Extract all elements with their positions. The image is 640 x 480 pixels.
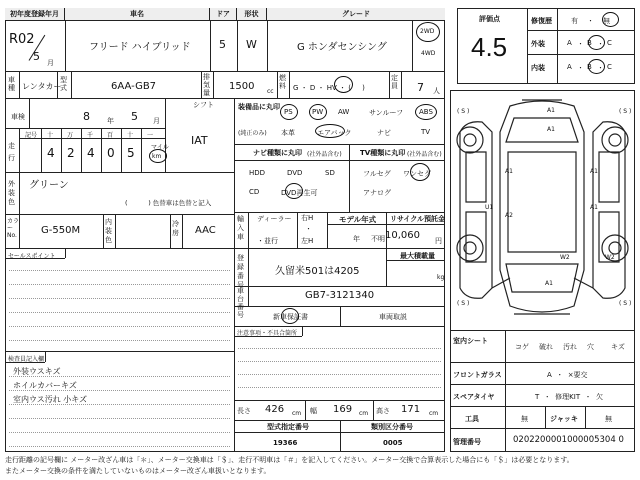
capacity-unit: 人 <box>433 87 440 95</box>
ruled-line <box>9 376 230 377</box>
model-year-unknown: 不明 <box>371 235 385 243</box>
rating-option: C <box>607 39 612 47</box>
interior-label: 内装 <box>531 64 545 72</box>
rating-option: ・ <box>577 40 584 48</box>
ruled-line <box>238 374 441 375</box>
repair-label: 修復歴 <box>531 17 552 25</box>
side-mark: ( S ) <box>619 108 632 115</box>
car-name-label: 車名 <box>65 8 210 21</box>
rating-option: ・ <box>587 17 594 25</box>
footer-line-1: 走行距離の記号欄に メーター改ざん車は「＊」、メーター交換車は「＄」、走行不明車は「＃」を記入してください。メーター交換で合算表示した場合にも「＄」は必要となります。 <box>5 456 574 464</box>
mile-unit: マイル <box>151 144 169 151</box>
nav-sd: SD <box>325 169 335 177</box>
model-no-value: 19366 <box>273 439 298 447</box>
spare-value: T ・ 修理KIT ・ 欠 <box>535 393 604 401</box>
recycle-unit: 円 <box>435 237 442 245</box>
score-value: 4.5 <box>471 32 508 62</box>
inspection-month-unit: 月 <box>153 117 160 125</box>
ruled-line <box>9 270 230 271</box>
tools-value: 無 <box>521 415 528 423</box>
recycle-label: リサイクル預託金 <box>390 215 446 223</box>
reg-year: R02 <box>9 32 35 47</box>
color-label: 外装色 <box>8 180 15 206</box>
ac-label: 冷房 <box>172 220 179 237</box>
shift-label: シフト <box>193 101 214 109</box>
inspection-year: 8 <box>83 110 90 123</box>
ruled-line <box>9 340 230 341</box>
color-no-value: G-550M <box>41 225 81 236</box>
mileage-divider <box>121 128 122 172</box>
rating-option: B <box>587 39 592 47</box>
damage-mark: A1 <box>590 204 598 211</box>
load-label: 最大積載量 <box>400 252 435 260</box>
registration-label: 登録番号 <box>237 254 244 289</box>
first-reg-label: 初年度登録年月 <box>5 8 65 21</box>
rating-option: ・ <box>597 64 604 72</box>
damage-mark: U1 <box>485 204 494 211</box>
ruled-line <box>9 284 230 285</box>
mileage-digit: 2 <box>67 146 75 160</box>
ruled-line <box>9 390 230 391</box>
damage-mark: A1 <box>545 280 553 287</box>
inspection-label: 車検 <box>11 113 25 121</box>
doors-label: ドア <box>210 8 237 21</box>
import-label: 輸入車 <box>237 215 244 241</box>
ruled-line <box>9 432 230 433</box>
equip-airbag: エアバック <box>317 129 352 137</box>
footer-line-2: またメーター交換の条件を満たしていないものはメーター改ざん車扱いとなります。 <box>5 467 271 475</box>
windshield-label: フロントガラス <box>453 371 502 379</box>
chassis-value: GB7-3121340 <box>305 290 375 301</box>
seat-condition-item: 穴 <box>587 343 594 351</box>
model-year-label: モデル年式 <box>339 215 377 224</box>
model-no-label: 型式指定番号 <box>267 423 309 431</box>
mileage-label: 走行 <box>8 142 15 162</box>
chassis-label: 車台番号 <box>237 287 244 319</box>
ruled-line <box>9 312 230 313</box>
import-parallel: ・並行 <box>257 237 278 245</box>
docs-manual: 車両取説 <box>379 313 407 321</box>
fuel-value: G ・ D ・ HV ・ ( ) <box>293 84 365 92</box>
damage-mark: A2 <box>505 212 513 219</box>
mileage-divider <box>41 128 42 172</box>
import-dot: ・ <box>305 225 312 233</box>
reg-month: 5 <box>33 50 40 63</box>
recycle-value: 10,060 <box>385 230 420 241</box>
equip-abs: ABS <box>419 108 433 116</box>
fuel-hv-circle <box>334 76 353 93</box>
equip-leather: 本革 <box>281 129 295 137</box>
equip-nav: ナビ <box>377 129 391 137</box>
capacity-label: 定員 <box>391 74 398 90</box>
seat-condition-item: 汚れ <box>563 343 577 351</box>
damage-mark: A1 <box>547 107 555 114</box>
nav-sub: (社外品含む) <box>307 151 342 158</box>
width-value: 169 <box>333 404 353 415</box>
rating-option: B <box>587 63 592 71</box>
seat-condition-item: 破れ <box>539 343 553 351</box>
equip-aw: AW <box>338 108 350 116</box>
drive-2wd: 2WD <box>420 28 435 35</box>
car-name: フリード ハイブリッド <box>89 42 191 53</box>
color-note: ( ) 色替車は色替と記入 <box>125 199 212 207</box>
mileage-unit-header: 万 <box>67 132 74 139</box>
nav-dvd-play: DVD再生可 <box>281 189 318 197</box>
inspector-note-1: 外装ウスキズ <box>13 367 61 376</box>
model-value: 6AA-GB7 <box>111 81 157 92</box>
mileage-divider <box>101 128 102 172</box>
docs-warranty: 新車保証書 <box>273 313 308 321</box>
mgmt-value: 0202200001000005304 0 <box>513 435 624 445</box>
type-label: 車種 <box>8 76 15 92</box>
grade-label: グレード <box>267 8 445 21</box>
nav-dvd: DVD <box>287 169 303 177</box>
class-no-value: 0005 <box>383 439 403 447</box>
equipment-sub: (純正のみ) <box>238 130 267 137</box>
side-mark: ( S ) <box>457 300 470 307</box>
tools-label: 工具 <box>465 415 479 423</box>
windshield-value: A ・ ×要交 <box>547 371 588 379</box>
rating-option: ・ <box>577 64 584 72</box>
jack-label: ジャッキ <box>550 415 578 423</box>
seat-label: 室内シート <box>453 337 488 345</box>
nav-hdd: HDD <box>249 169 266 177</box>
mileage-unit-header: 百 <box>107 132 114 139</box>
sales-point-label: セールスポイント <box>8 253 56 260</box>
damage-mark: W2 <box>560 254 570 261</box>
equipment-label: 装備品に丸印 <box>238 103 280 111</box>
ruled-line <box>238 348 441 349</box>
mileage-divider <box>141 128 142 172</box>
grade-value: G ホンダセンシング <box>297 42 387 53</box>
equip-sunroof: サンルーフ <box>369 109 404 117</box>
ruled-line <box>238 361 441 362</box>
model-label: 型式 <box>60 76 67 92</box>
inspector-label: 検査員記入欄 <box>8 356 45 363</box>
inspection-year-unit: 年 <box>107 117 114 125</box>
seat-condition-item: キズ <box>611 343 625 351</box>
caution-label: 注意事項・不具合箇所 <box>237 330 298 337</box>
nav-label: ナビ種類に丸印 <box>253 149 302 157</box>
nav-cd: CD <box>249 188 260 196</box>
disp-value: 1500 <box>229 81 255 92</box>
disp-unit: cc <box>267 88 274 95</box>
rating-option: A <box>567 39 572 47</box>
inspector-note-3: 室内ウス汚れ 小キズ <box>13 395 88 404</box>
inspector-note-2: ホイルカバーキズ <box>13 381 77 390</box>
rating-option: C <box>607 63 612 71</box>
mileage-unit-header: 千 <box>87 132 94 139</box>
shape-label: 形状 <box>237 8 267 21</box>
doors-value: 5 <box>219 38 226 51</box>
tv-oneseg: ワンセグ <box>403 170 431 178</box>
drive-4wd: 4WD <box>421 50 436 57</box>
inspection-month: 5 <box>131 110 138 123</box>
length-unit: cm <box>292 410 302 417</box>
equip-tv: TV <box>421 128 431 136</box>
ruled-line <box>9 326 230 327</box>
type-value: レンタカー <box>22 82 62 91</box>
ac-value: AAC <box>195 225 216 236</box>
import-right: 右H <box>301 214 314 222</box>
ruled-line <box>9 298 230 299</box>
score-label: 評価点 <box>479 15 500 23</box>
mileage-digit: 0 <box>107 146 115 160</box>
length-value: 426 <box>265 404 285 415</box>
mileage-unit-header: 一 <box>147 132 154 139</box>
equip-pw: PW <box>312 108 324 116</box>
ruled-line <box>9 404 230 405</box>
width-unit: cm <box>359 410 369 417</box>
class-no-label: 類別区分番号 <box>371 423 413 431</box>
capacity-value: 7 <box>417 81 424 94</box>
interior-color-label: 内装色 <box>105 218 112 244</box>
color-no-label: カラーNo. <box>7 218 20 239</box>
damage-mark: W2 <box>605 254 615 261</box>
damage-mark: A1 <box>505 168 513 175</box>
rating-option: A <box>567 63 572 71</box>
import-dealer: ディーラー <box>257 215 292 223</box>
km-unit: km <box>152 153 162 160</box>
mileage-unit-header: 十 <box>127 132 134 139</box>
mileage-digit: 4 <box>47 146 55 160</box>
width-label: 幅 <box>310 407 317 415</box>
registration-value: 久留米501は4205 <box>275 266 360 277</box>
disp-label: 排気量 <box>203 73 210 97</box>
footer-notes <box>5 455 574 477</box>
mileage-digit: 4 <box>87 146 95 160</box>
height-label: 高さ <box>376 407 390 415</box>
ruled-line <box>9 418 230 419</box>
damage-mark: A1 <box>590 168 598 175</box>
spare-label: スペアタイヤ <box>453 393 495 401</box>
mileage-unit-header: 十 <box>47 132 54 139</box>
ruled-line <box>9 446 230 447</box>
color-value: グリーン <box>29 180 69 191</box>
ruled-line <box>238 387 441 388</box>
mileage-digit: 5 <box>127 146 135 160</box>
rating-option: 無 <box>603 17 610 25</box>
model-year-unit: 年 <box>353 235 360 243</box>
mileage-divider <box>81 128 82 172</box>
mileage-divider <box>61 128 62 172</box>
height-value: 171 <box>401 404 421 415</box>
jack-value: 無 <box>605 415 612 423</box>
equip-ps: PS <box>284 108 293 116</box>
mileage-unit-header: 記号 <box>25 132 38 139</box>
length-label: 長さ <box>237 407 251 415</box>
tv-fullseg: フルセグ <box>363 170 391 178</box>
rating-option: 有 <box>571 17 578 25</box>
reg-month-unit: 月 <box>47 59 54 67</box>
seat-condition-item: コゲ <box>515 343 529 351</box>
rating-option: ・ <box>597 40 604 48</box>
shift-value: IAT <box>191 134 208 147</box>
import-left: 左H <box>301 237 314 245</box>
mgmt-label: 管理番号 <box>453 438 481 446</box>
height-unit: cm <box>429 410 439 417</box>
auction-sheet <box>5 8 635 452</box>
side-mark: ( S ) <box>457 108 470 115</box>
exterior-label: 外装 <box>531 40 545 48</box>
damage-mark: A1 <box>547 126 555 133</box>
car-damage-diagram <box>452 92 633 330</box>
tv-label: TV種類に丸印 <box>360 149 406 157</box>
side-mark: ( S ) <box>619 300 632 307</box>
tv-analog: アナログ <box>363 189 391 197</box>
load-unit: kg <box>437 274 445 281</box>
shape-value: W <box>246 38 257 51</box>
tv-sub: (社外品含む) <box>407 151 442 158</box>
fuel-label: 燃料 <box>279 74 286 90</box>
